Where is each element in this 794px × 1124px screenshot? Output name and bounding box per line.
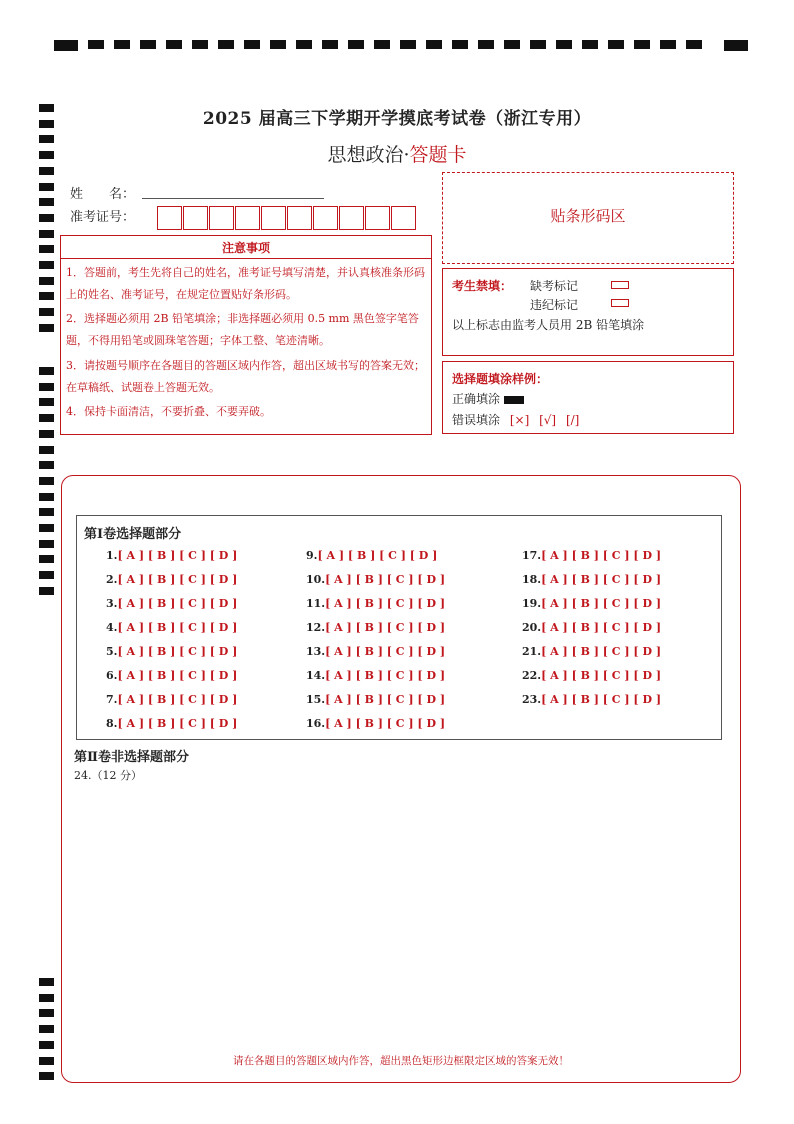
wrong-fill-label: 错误填涂: [452, 413, 501, 427]
question-number: 1.: [106, 549, 118, 562]
notice-item-2: 2．选择题必须用 2B 铅笔填涂；非选择题必须用 0.5 mm 黑色签字笔答题，不得用铅笔或圆珠笔答题；字体工整、笔迹清晰。: [66, 312, 419, 347]
answer-options[interactable]: [ A ] [ B ] [ C ] [ D ]: [117, 717, 238, 730]
notice-item-1: 1．答题前，考生先将自己的姓名，准考证号填写清楚，并认真核准条形码上的姓名、准考证号，在规定位置贴好条形码。: [66, 266, 425, 301]
sample-title: 选择题填涂样例：: [452, 372, 549, 386]
answer-options[interactable]: [ A ] [ B ] [ C ] [ D ]: [117, 621, 238, 634]
question-number: 23.: [522, 693, 542, 706]
timing-mark: [724, 40, 748, 51]
name-field[interactable]: [142, 198, 324, 199]
timing-mark: [39, 508, 54, 516]
timing-mark: [39, 493, 54, 501]
answer-options[interactable]: [ A ] [ B ] [ C ] [ D ]: [541, 573, 662, 586]
timing-mark: [39, 1009, 54, 1017]
timing-mark: [39, 587, 54, 595]
question-number: 18.: [522, 573, 542, 586]
timing-mark: [54, 40, 78, 51]
timing-mark: [39, 978, 54, 986]
id-cell[interactable]: [261, 206, 286, 230]
absent-label: 缺考标记: [530, 279, 579, 293]
subtitle: [0, 140, 794, 167]
timing-mark: [39, 324, 54, 332]
exam-title: 2025 届高三下学期开学摸底考试卷（浙江专用）: [202, 109, 592, 129]
answer-options[interactable]: [ A ] [ B ] [ C ] [ D ]: [325, 573, 446, 586]
timing-mark: [374, 40, 390, 49]
choice-question-7[interactable]: [106, 693, 237, 706]
barcode-label: 贴条形码区: [550, 207, 626, 225]
correct-fill: [452, 390, 524, 407]
timing-mark: [608, 40, 624, 49]
question-number: 17.: [522, 549, 542, 562]
timing-mark: [39, 245, 54, 253]
answer-options[interactable]: [ A ] [ B ] [ C ] [ D ]: [117, 573, 238, 586]
section2-title: 第Ⅱ卷非选择题部分: [74, 750, 189, 765]
timing-mark: [270, 40, 286, 49]
answer-options[interactable]: [ A ] [ B ] [ C ] [ D ]: [325, 621, 446, 634]
answer-options[interactable]: [ A ] [ B ] [ C ] [ D ]: [325, 693, 446, 706]
wrong-example-slash: [/]: [565, 413, 580, 427]
question-number: 22.: [522, 669, 542, 682]
timing-mark: [39, 524, 54, 532]
id-cell[interactable]: [235, 206, 260, 230]
timing-mark: [140, 40, 156, 49]
filled-mark-sample: [504, 396, 524, 404]
timing-mark: [88, 40, 104, 49]
subject-name: 思想政治·: [327, 144, 410, 166]
answer-card-label: 答题卡: [409, 144, 467, 166]
answer-options[interactable]: [ A ] [ B ] [ C ] [ D ]: [541, 693, 662, 706]
timing-mark: [39, 398, 54, 406]
notice-item-3: 3．请按题号顺序在各题目的答题区域内作答，超出区域书写的答案无效；在草稿纸、试题卷上答题无效。: [66, 359, 425, 394]
timing-mark: [39, 1041, 54, 1049]
choice-question-2[interactable]: [106, 573, 237, 586]
question-number: 21.: [522, 645, 542, 658]
timing-mark: [39, 461, 54, 469]
answer-options[interactable]: [ A ] [ B ] [ C ] [ D ]: [117, 549, 238, 562]
question-number: 4.: [106, 621, 118, 634]
timing-mark: [166, 40, 182, 49]
answer-options[interactable]: [ A ] [ B ] [ C ] [ D ]: [117, 597, 238, 610]
question-number: 8.: [106, 717, 118, 730]
timing-mark: [39, 1025, 54, 1033]
choice-question-11[interactable]: [306, 597, 445, 610]
choice-question-15[interactable]: [306, 693, 445, 706]
answer-options[interactable]: [ A ] [ B ] [ C ] [ D ]: [541, 549, 662, 562]
question-number: 12.: [306, 621, 326, 634]
timing-mark: [322, 40, 338, 49]
id-label: 准考证号：: [70, 210, 136, 225]
answer-options[interactable]: [ A ] [ B ] [ C ] [ D ]: [117, 645, 238, 658]
timing-mark: [114, 40, 130, 49]
question-number: 14.: [306, 669, 326, 682]
absent-mark[interactable]: [611, 281, 629, 289]
question-24-answer-area[interactable]: [74, 786, 724, 1046]
timing-mark: [39, 214, 54, 222]
question-number: 9.: [306, 549, 318, 562]
question-number: 10.: [306, 573, 326, 586]
timing-mark: [39, 430, 54, 438]
choice-question-18[interactable]: [522, 573, 661, 586]
id-cell[interactable]: [157, 206, 182, 230]
choice-question-12[interactable]: [306, 621, 445, 634]
timing-mark: [296, 40, 312, 49]
answer-options[interactable]: [ A ] [ B ] [ C ] [ D ]: [541, 645, 662, 658]
choice-question-17[interactable]: [522, 549, 661, 562]
wrong-example-cross: [×]: [509, 413, 530, 427]
choice-question-22[interactable]: [522, 669, 661, 682]
timing-mark: [582, 40, 598, 49]
timing-mark: [39, 414, 54, 422]
forbidden-title: 考生禁填：: [452, 279, 513, 293]
choice-question-8[interactable]: [106, 717, 237, 730]
choice-question-19[interactable]: [522, 597, 661, 610]
footer-warning: 请在各题目的答题区域内作答，超出黑色矩形边框限定区域的答案无效！: [233, 1055, 569, 1067]
wrong-example-check: [√]: [539, 413, 557, 427]
timing-mark: [39, 367, 54, 375]
timing-mark: [686, 40, 702, 49]
forbidden-note: 以上标志由监考人员用 2B 铅笔填涂: [452, 318, 645, 332]
question-number: 6.: [106, 669, 118, 682]
id-cell[interactable]: [365, 206, 390, 230]
notice-item-4: 4．保持卡面清洁，不要折叠、不要弄破。: [66, 405, 271, 418]
id-cell[interactable]: [183, 206, 208, 230]
choice-question-14[interactable]: [306, 669, 445, 682]
timing-mark: [39, 292, 54, 300]
timing-mark: [39, 571, 54, 579]
timing-mark: [218, 40, 234, 49]
question-24-label: 24.（12 分）: [74, 769, 142, 782]
choice-question-3[interactable]: [106, 597, 237, 610]
timing-mark: [39, 183, 54, 191]
choice-question-10[interactable]: [306, 573, 445, 586]
timing-mark: [452, 40, 468, 49]
answer-options[interactable]: [ A ] [ B ] [ C ] [ D ]: [325, 669, 446, 682]
choice-question-20[interactable]: [522, 621, 661, 634]
answer-options[interactable]: [ A ] [ B ] [ C ] [ D ]: [541, 621, 662, 634]
violation-mark[interactable]: [611, 299, 629, 307]
question-number: 7.: [106, 693, 118, 706]
question-number: 20.: [522, 621, 542, 634]
answer-options[interactable]: [ A ] [ B ] [ C ] [ D ]: [541, 597, 662, 610]
id-cell[interactable]: [339, 206, 364, 230]
timing-mark: [39, 555, 54, 563]
timing-mark: [39, 383, 54, 391]
timing-mark: [400, 40, 416, 49]
timing-mark: [426, 40, 442, 49]
choice-question-16[interactable]: [306, 717, 445, 730]
wrong-fill: [452, 411, 579, 428]
choice-question-9[interactable]: [306, 549, 437, 562]
timing-mark: [39, 198, 54, 206]
question-number: 19.: [522, 597, 542, 610]
question-number: 11.: [306, 597, 326, 610]
timing-mark: [348, 40, 364, 49]
timing-mark: [39, 540, 54, 548]
timing-mark: [39, 167, 54, 175]
choice-question-5[interactable]: [106, 645, 237, 658]
timing-mark: [39, 230, 54, 238]
choice-question-4[interactable]: [106, 621, 237, 634]
answer-options[interactable]: [ A ] [ B ] [ C ] [ D ]: [117, 693, 238, 706]
question-number: 16.: [306, 717, 326, 730]
id-cell[interactable]: [287, 206, 312, 230]
timing-mark: [39, 446, 54, 454]
timing-mark: [39, 994, 54, 1002]
timing-mark: [39, 308, 54, 316]
question-number: 3.: [106, 597, 118, 610]
answer-options[interactable]: [ A ] [ B ] [ C ] [ D ]: [325, 645, 446, 658]
question-number: 15.: [306, 693, 326, 706]
timing-mark: [39, 1072, 54, 1080]
question-number: 5.: [106, 645, 118, 658]
timing-mark: [530, 40, 546, 49]
choice-question-23[interactable]: [522, 693, 661, 706]
answer-options[interactable]: [ A ] [ B ] [ C ] [ D ]: [325, 717, 446, 730]
answer-options[interactable]: [ A ] [ B ] [ C ] [ D ]: [317, 549, 438, 562]
answer-options[interactable]: [ A ] [ B ] [ C ] [ D ]: [325, 597, 446, 610]
timing-mark: [39, 1057, 54, 1065]
name-label: 姓 名：: [70, 187, 136, 202]
violation-label: 违纪标记: [530, 298, 579, 312]
id-cell[interactable]: [209, 206, 234, 230]
question-number: 13.: [306, 645, 326, 658]
answer-options[interactable]: [ A ] [ B ] [ C ] [ D ]: [541, 669, 662, 682]
choice-question-21[interactable]: [522, 645, 661, 658]
timing-mark: [39, 477, 54, 485]
correct-fill-label: 正确填涂: [452, 392, 501, 406]
notice-title: 注意事项: [221, 241, 270, 255]
choice-question-1[interactable]: [106, 549, 237, 562]
choice-question-6[interactable]: [106, 669, 237, 682]
id-cell[interactable]: [391, 206, 416, 230]
timing-mark: [660, 40, 676, 49]
barcode-area[interactable]: [442, 172, 734, 264]
section1-title: 第Ⅰ卷选择题部分: [84, 527, 182, 542]
choice-question-13[interactable]: [306, 645, 445, 658]
question-number: 2.: [106, 573, 118, 586]
timing-mark: [504, 40, 520, 49]
timing-mark: [39, 261, 54, 269]
timing-mark: [192, 40, 208, 49]
id-number-cells[interactable]: [157, 206, 417, 230]
timing-mark: [478, 40, 494, 49]
timing-mark: [634, 40, 650, 49]
timing-mark: [39, 277, 54, 285]
id-cell[interactable]: [313, 206, 338, 230]
answer-options[interactable]: [ A ] [ B ] [ C ] [ D ]: [117, 669, 238, 682]
timing-mark: [244, 40, 260, 49]
timing-mark: [556, 40, 572, 49]
